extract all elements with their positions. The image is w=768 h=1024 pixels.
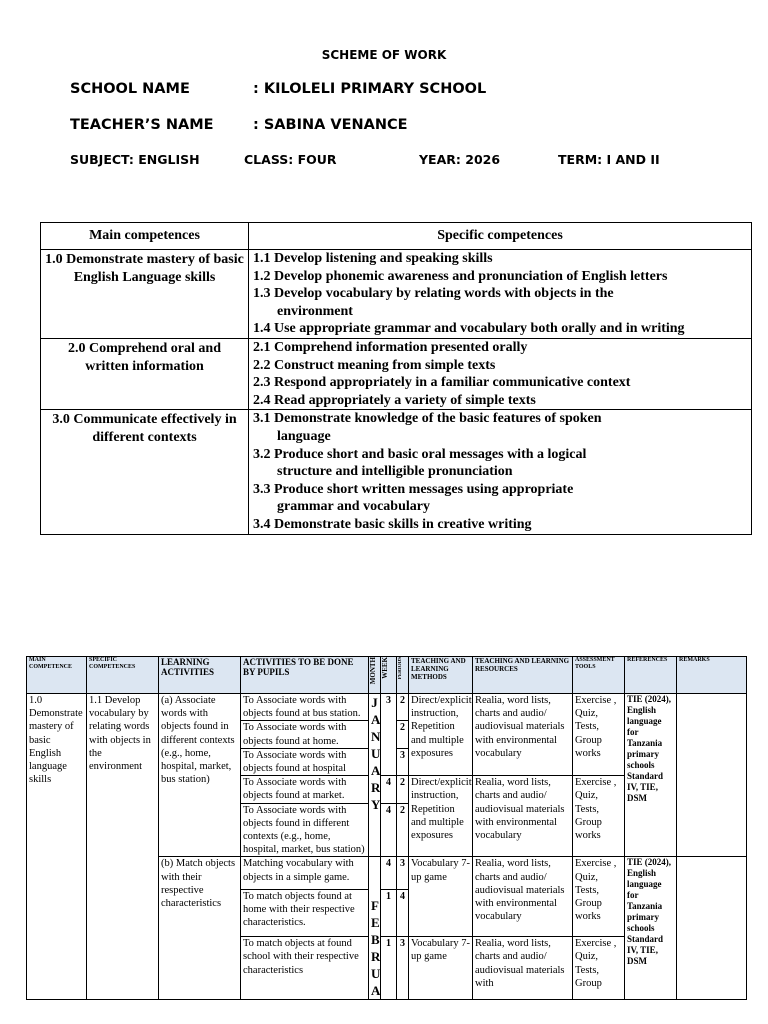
week-cell: 4 [381, 857, 397, 889]
pupil-activity: Matching vocabulary with objects in a simple game. [241, 857, 369, 889]
periods-cell: 3 [397, 748, 409, 775]
month-header-text: MONTH [369, 657, 377, 685]
specific-competence: 3.4 Demonstrate basic skills in creative writing [253, 516, 532, 532]
specific-competence-cont: environment [277, 303, 353, 319]
periods-cell: 2 [397, 694, 409, 721]
periods-cell: 4 [397, 889, 409, 937]
pupil-activity: To Associate words with objects found at hospital [241, 748, 369, 775]
pupil-activity: To Associate words with objects found at home. [241, 721, 369, 748]
specific-competence-cell: 1.1 Develop vocabulary by relating words with objects in the environment [87, 694, 159, 1000]
periods-header-text: PERIODS [398, 657, 403, 680]
col-month [369, 657, 381, 694]
teacher-value: : SABINA VENANCE [253, 117, 408, 133]
specific-competence: 2.4 Read appropriately a variety of simple texts [253, 392, 536, 408]
specific-competence: 2.1 Comprehend information presented orally [253, 339, 528, 355]
assessment-cell: Exercise , Quiz, Tests, Group [573, 937, 625, 1000]
specific-competences-header: Specific competences [249, 223, 752, 250]
specific-competence: 1.2 Develop phonemic awareness and pronunciation of English letters [253, 268, 668, 284]
resources-cell: Realia, word lists, charts and audio/ audiovisual materials with environmental vocabulary [473, 694, 573, 776]
term-label: TERM: I AND II [558, 152, 660, 167]
remarks-cell [677, 857, 747, 1000]
subject-label: SUBJECT: ENGLISH [70, 152, 200, 167]
pupil-activity: To match objects at found school with their respective characteristics [241, 937, 369, 1000]
page-title: SCHEME OF WORK [321, 48, 447, 62]
learning-activity-b: (b) Match objects with their respective characteristics [159, 857, 241, 1000]
specific-competence: 3.2 Produce short and basic oral messages with a logical [253, 446, 587, 462]
methods-cell: Vocabulary 7-up game [409, 857, 473, 937]
specific-competence: 1.1 Develop listening and speaking skills [253, 251, 493, 266]
class-label: CLASS: FOUR [244, 152, 337, 167]
main-competence-3: 3.0 Communicate effectively in different contexts [41, 410, 249, 534]
specific-competence: 1.4 Use appropriate grammar and vocabulary both orally and in writing [253, 321, 685, 337]
competence-row [41, 338, 752, 409]
teacher-label: TEACHER’S NAME [70, 117, 214, 133]
col-resources: TEACHING AND LEARNING RESOURCES [473, 657, 573, 694]
scheme-table [26, 656, 747, 1000]
week-cell: 4 [381, 803, 397, 857]
week-cell: 4 [381, 776, 397, 803]
specific-competences-3 [249, 410, 752, 534]
week-header-text: WEEK [381, 657, 389, 679]
col-main-competence: MAIN COMPETENCE [27, 657, 87, 694]
specific-competences-2 [249, 338, 752, 409]
specific-competence-cont: grammar and vocabulary [277, 499, 430, 515]
school-value: : KILOLELI PRIMARY SCHOOL [253, 81, 487, 97]
specific-competence: 2.3 Respond appropriately in a familiar communicative context [253, 375, 631, 391]
methods-cell: Direct/explicit instruction, Repetition and multiple exposures [409, 694, 473, 776]
pupil-activity: To Associate words with objects found at bus station. [241, 694, 369, 721]
assessment-cell: Exercise , Quiz, Tests, Group works [573, 776, 625, 857]
resources-cell: Realia, word lists, charts and audio/ audiovisual materials with environmental vocabulary [473, 857, 573, 937]
learning-activity-a: (a) Associate words with objects found in different contexts (e.g., home, hospital, market, bus station) [159, 694, 241, 857]
col-references: REFERENCES [625, 657, 677, 694]
pupil-activity: To match objects found at home with their respective characteristics. [241, 889, 369, 937]
periods-cell: 2 [397, 776, 409, 803]
reference-cell: TIE (2024), English language for Tanzania primary schools Standard IV, TIE, DSM [625, 857, 677, 1000]
specific-competence: 2.2 Construct meaning from simple texts [253, 357, 496, 373]
periods-cell: 3 [397, 857, 409, 889]
periods-cell: 3 [397, 937, 409, 1000]
main-competence-1: 1.0 Demonstrate mastery of basic English Language skills [41, 250, 249, 339]
main-competences-header: Main competences [41, 223, 249, 250]
col-remarks: REMARKS [677, 657, 747, 694]
competences-table [40, 222, 752, 535]
pupil-activity: To Associate words with objects found at market. [241, 776, 369, 803]
main-competence-cell: 1.0 Demonstrate mastery of basic English language skills [27, 694, 87, 1000]
week-cell: 1 [381, 937, 397, 1000]
month-february: F E B R U A [369, 857, 381, 1000]
col-methods: TEACHING AND LEARNING METHODS [409, 657, 473, 694]
col-periods [397, 657, 409, 694]
col-assessment: ASSESSMENT TOOLS [573, 657, 625, 694]
table-row [27, 694, 747, 721]
periods-cell: 2 [397, 803, 409, 857]
col-week [381, 657, 397, 694]
week-cell: 3 [381, 694, 397, 776]
methods-cell: Direct/explicit instruction, Repetition and multiple exposures [409, 776, 473, 857]
specific-competence: 1.3 Develop vocabulary by relating words with objects in the [253, 286, 614, 302]
reference-cell: TIE (2024), English language for Tanzania primary schools Standard IV, TIE, DSM [625, 694, 677, 857]
assessment-cell: Exercise , Quiz, Tests, Group works [573, 694, 625, 776]
methods-cell: Vocabulary 7-up game [409, 937, 473, 1000]
specific-competence: 3.3 Produce short written messages using appropriate [253, 481, 574, 497]
specific-competence-cont: language [277, 428, 331, 444]
col-specific-competences: SPECIFIC COMPETENCES [87, 657, 159, 694]
periods-cell: 2 [397, 721, 409, 748]
resources-cell: Realia, word lists, charts and audio/ audiovisual materials with environmental vocabulary [473, 776, 573, 857]
assessment-cell: Exercise , Quiz, Tests, Group works [573, 857, 625, 937]
month-january: J A N U A R Y [369, 694, 381, 857]
specific-competences-1 [249, 250, 752, 339]
col-learning-activities: LEARNING ACTIVITIES [159, 657, 241, 694]
year-label: YEAR: 2026 [419, 152, 501, 167]
competence-row [41, 250, 752, 339]
col-pupil-activities: ACTIVITIES TO BE DONE BY PUPILS [241, 657, 369, 694]
school-label: SCHOOL NAME [70, 81, 190, 97]
specific-competence: 3.1 Demonstrate knowledge of the basic features of spoken [253, 411, 602, 427]
competence-row [41, 410, 752, 534]
main-competence-2: 2.0 Comprehend oral and written information [41, 338, 249, 409]
week-cell: 1 [381, 889, 397, 937]
specific-competence-cont: structure and intelligible pronunciation [277, 464, 513, 480]
resources-cell: Realia, word lists, charts and audio/ audiovisual materials with [473, 937, 573, 1000]
remarks-cell [677, 694, 747, 857]
pupil-activity: To Associate words with objects found in different contexts (e.g., home, hospital, market, bus station) [241, 803, 369, 857]
